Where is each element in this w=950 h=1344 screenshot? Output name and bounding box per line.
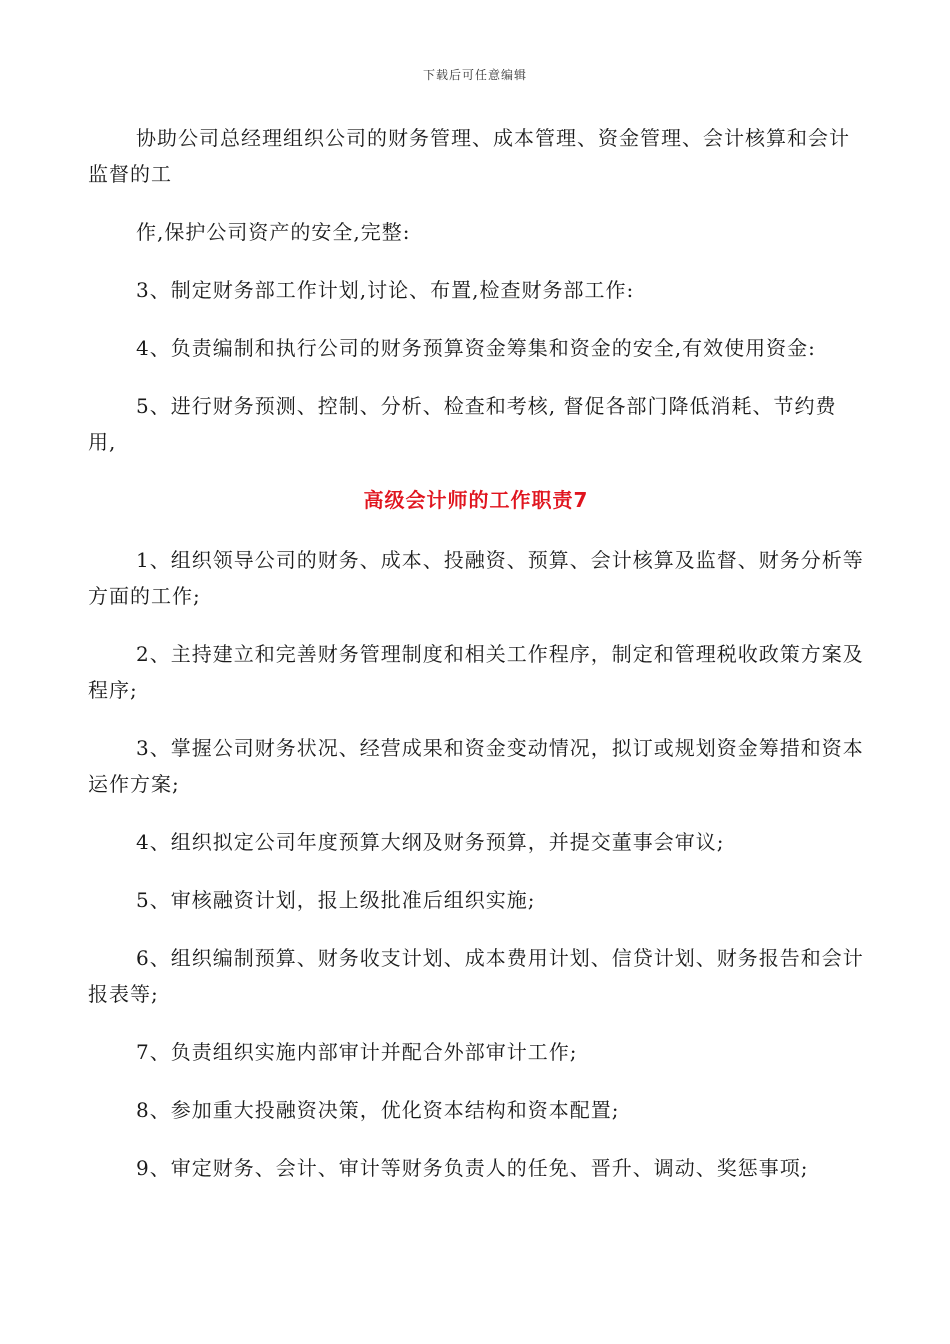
paragraph: 作,保护公司资产的安全,完整: [136,220,411,244]
list-item: 8、参加重大投融资决策，优化资本结构和资本配置; [136,1098,620,1122]
document-body [88,120,864,1208]
list-item: 7、负责组织实施内部审计并配合外部审计工作; [136,1040,578,1064]
list-item: 6、组织编制预算、财务收支计划、成本费用计划、信贷计划、财务报告和会计报表等; [88,946,864,1006]
list-item: 2、主持建立和完善财务管理制度和相关工作程序，制定和管理税收政策方案及程序; [88,642,864,702]
list-item: 3、掌握公司财务状况、经营成果和资金变动情况，拟订或规划资金筹措和资本运作方案; [88,736,864,796]
list-item: 4、负责编制和执行公司的财务预算资金筹集和资金的安全,有效使用资金: [136,336,816,360]
list-item: 1、组织领导公司的财务、成本、投融资、预算、会计核算及监督、财务分析等方面的工作; [88,548,864,608]
list-item: 5、审核融资计划，报上级批准后组织实施; [136,888,536,912]
section-title: 高级会计师的工作职责7 [363,488,589,512]
page-header: 下载后可任意编辑 [422,68,527,82]
list-item: 4、组织拟定公司年度预算大纲及财务预算，并提交董事会审议; [136,830,725,854]
list-item: 3、制定财务部工作计划,讨论、布置,检查财务部工作: [136,278,635,302]
list-item: 9、审定财务、会计、审计等财务负责人的任免、晋升、调动、奖惩事项; [136,1156,809,1180]
paragraph: 协助公司总经理组织公司的财务管理、成本管理、资金管理、会计核算和会计监督的工 [88,126,850,186]
list-item: 5、进行财务预测、控制、分析、检查和考核, 督促各部门降低消耗、节约费用, [88,394,837,454]
